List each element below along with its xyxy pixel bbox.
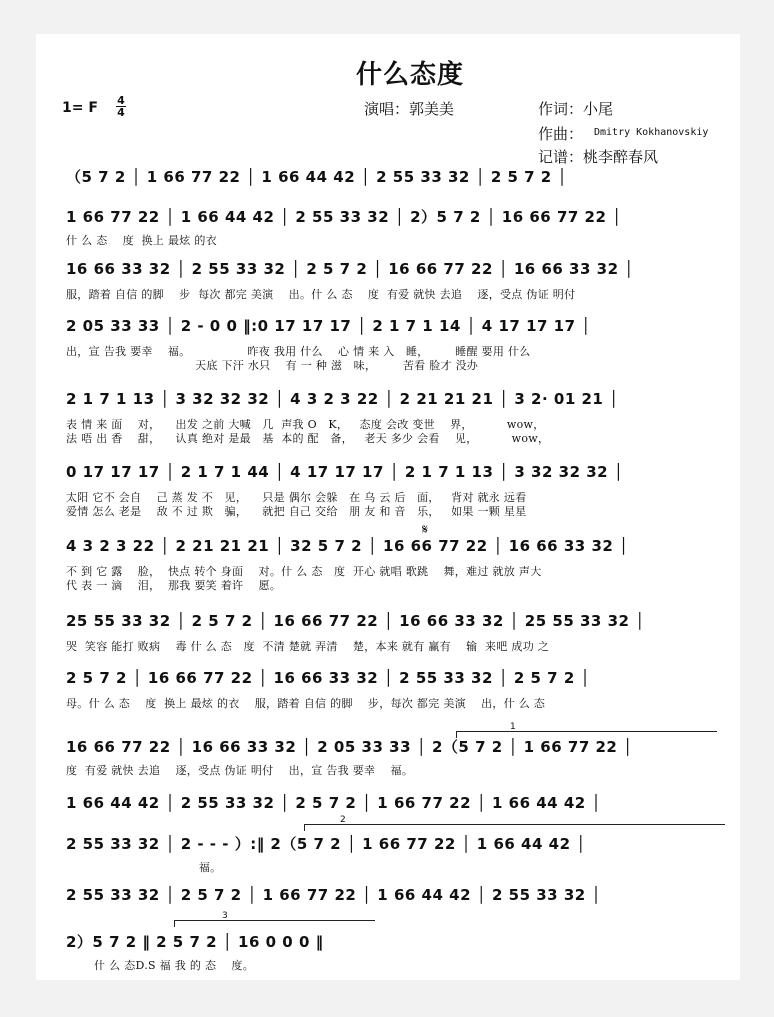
score-row-lyrics: 法 唔 出 香 甜， 认真 绝对 是最 基 本的 配 备， 老天 多少 会看 见， wow， [66, 432, 550, 445]
score-row-lyrics: 度 有爱 就快 去追 逐，受点 伪证 明付 出，宣 告我 要幸 福。 [66, 764, 414, 777]
score-row-lyrics: 哭 笑容 能打 败病 毒 什 么 态 度 不清 楚就 弄清 楚，本来 就有 赢有 输 来吧 成功 之 [66, 640, 550, 653]
score-row-lyrics: 表 情 来 面 对， 出发 之前 大喊 几 声我 O K， 态度 会改 变世 界， wow， [66, 418, 545, 431]
score-row-notes: 16 66 33 32 │ 2 55 33 32 │ 2 5 7 2 │ 16 66 77 22 │ 16 66 33 32 │ [66, 260, 634, 278]
score-row-lyrics: 天底 下汗 水只 有 一 种 滋 味， 苦看 脸才 没办 [66, 359, 479, 372]
score-row-notes: 1 66 77 22 │ 1 66 44 42 │ 2 55 33 32 │ 2）5 7 2 │ 16 66 77 22 │ [66, 208, 622, 226]
score-row-notes: （5 7 2 │ 1 66 77 22 │ 1 66 44 42 │ 2 55 33 32 │ 2 5 7 2 │ [66, 168, 568, 186]
score-row-lyrics: 太阳 它不 会自 己 蒸 发 不 见， 只是 偶尔 会躲 在 乌 云 后 面， 背对 就永 远看 [66, 491, 527, 504]
composer-name: Dmitry Kokhanovskiy [594, 127, 709, 138]
score-row-notes: 2 55 33 32 │ 2 - - - ）:‖ 2（5 7 2 │ 1 66 77 22 │ 1 66 44 42 │ [66, 835, 586, 853]
score-row-notes: 0 17 17 17 │ 2 1 7 1 44 │ 4 17 17 17 │ 2 1 7 1 13 │ 3 32 32 32 │ [66, 463, 624, 481]
score-row-lyrics: 母。什 么 态 度 换上 最炫 的衣 服，踏着 自信 的脚 步，每次 都完 美演 出，什 么 态 [66, 697, 546, 710]
song-title: 什么态度 [356, 60, 465, 90]
score-row-notes: 2 05 33 33 │ 2 - 0 0 ‖:0 17 17 17 │ 2 1 7 1 14 │ 4 17 17 17 │ [66, 317, 591, 335]
volta-3-bracket [174, 920, 375, 927]
volta-2-label: 2 [340, 815, 346, 825]
time-signature-bottom: 4 [117, 106, 125, 119]
score-row-notes: 2 1 7 1 13 │ 3 32 32 32 │ 4 3 2 3 22 │ 2 21 21 21 │ 3 2· 01 21 │ [66, 390, 619, 408]
score-row-notes: 2 55 33 32 │ 2 5 7 2 │ 1 66 77 22 │ 1 66 44 42 │ 2 55 33 32 │ [66, 886, 601, 904]
score-row-notes: 25 55 33 32 │ 2 5 7 2 │ 16 66 77 22 │ 16 66 33 32 │ 25 55 33 32 │ [66, 612, 645, 630]
score-row-lyrics: 服，踏着 自信 的脚 步 每次 都完 美演 出。什 么 态 度 有爱 就快 去追 逐，受点 伪证 明付 [66, 288, 576, 301]
score-row-lyrics: 代 表 一 滴 泪， 那我 要笑 着许 愿。 [66, 579, 282, 592]
volta-3-label: 3 [222, 911, 228, 921]
score-row-lyrics: 出，宣 告我 要幸 福。 昨夜 我用 什么 心 情 来 入 睡， 睡醒 要用 什么 [66, 345, 531, 358]
singer-credit: 演唱：郭美美 [364, 100, 455, 118]
segno-sign: 𝄋 [422, 522, 429, 538]
volta-1-bracket [456, 731, 717, 738]
score-row-notes: 2）5 7 2 ‖ 2 5 7 2 │ 16 0 0 0 ‖ [66, 933, 324, 951]
transcriber-credit: 记谱：桃李醉春风 [538, 148, 659, 166]
score-row-notes: 4 3 2 3 22 │ 2 21 21 21 │ 32 5 7 2 │ 16 66 77 22 │ 16 66 33 32 │ [66, 537, 629, 555]
score-row-lyrics: 不 到 它 露 脸， 快点 转个 身面 对。什 么 态 度 开心 就唱 歌跳 舞，难过 就放 声大 [66, 565, 542, 578]
score-row-notes: 1 66 44 42 │ 2 55 33 32 │ 2 5 7 2 │ 1 66 77 22 │ 1 66 44 42 │ [66, 794, 601, 812]
score-row-lyrics: 福。 [66, 861, 222, 874]
key-signature: 1= F [62, 100, 98, 116]
composer-label: 作曲： [538, 125, 584, 143]
time-signature-top: 4 [117, 94, 125, 107]
lyricist-credit: 作词：小尾 [538, 100, 614, 118]
score-row-lyrics: 爱情 怎么 老是 敌 不 过 欺 骗， 就把 自己 交给 朋 友 和 音 乐， 如果 一颗 星星 [66, 505, 527, 518]
score-row-notes: 2 5 7 2 │ 16 66 77 22 │ 16 66 33 32 │ 2 55 33 32 │ 2 5 7 2 │ [66, 669, 591, 687]
volta-1-label: 1 [510, 722, 516, 732]
volta-2-bracket [304, 824, 725, 831]
score-row-lyrics: 什 么 态 度 换上 最炫 的衣 [66, 234, 217, 247]
score-row-notes: 16 66 77 22 │ 16 66 33 32 │ 2 05 33 33 │ 2（5 7 2 │ 1 66 77 22 │ [66, 738, 633, 756]
score-row-lyrics: 什 么 态D.S 福 我 的 态 度。 [94, 959, 255, 972]
score-sheet [36, 34, 740, 980]
